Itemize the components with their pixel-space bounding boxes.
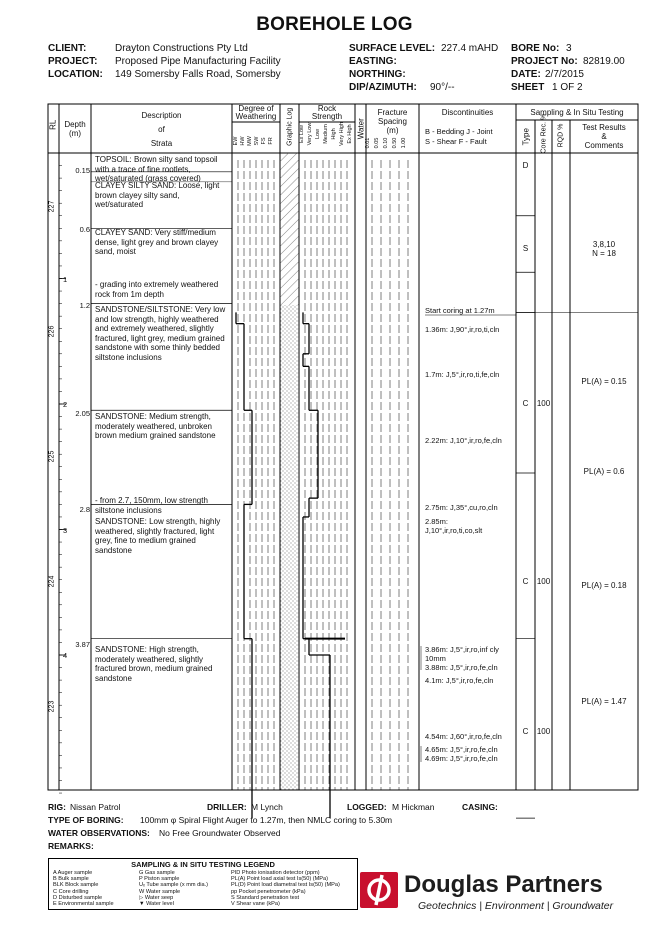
sample-type: S — [522, 244, 529, 253]
northing-label: NORTHING: — [349, 69, 406, 80]
client-label: CLIENT: — [48, 43, 87, 54]
results-header-1: Test Results — [582, 123, 626, 132]
rock-header-2: Strength — [311, 112, 343, 121]
legend-entry: B Bulk sample — [53, 876, 89, 883]
rock-header-1: Rock — [317, 104, 337, 113]
stratum-description: SANDSTONE/SILTSTONE: Very low and low strength, highly weathered and extremely weathered, slightly fractured, light grey, medium grained sandstone with some thinly bedded siltstone inclusions — [95, 305, 226, 362]
sample-test-result: PL(A) = 0.18 — [581, 581, 627, 590]
discontinuity-entry: 2.22m: J,10°,ir,ro,fe,cln — [425, 436, 502, 445]
rl-header: RL — [48, 119, 58, 130]
legend-entry: V Shear vane (kPa) — [231, 901, 280, 907]
logo-mark — [360, 872, 398, 908]
legend-entry: ▷ Water seep — [139, 894, 174, 901]
graphic-log-soil — [280, 153, 299, 305]
rock-class-label: Ex Low — [299, 124, 305, 144]
weathering-class-label: FS — [261, 137, 267, 145]
logo-dp-icon — [360, 872, 398, 908]
discontinuity-entry: J,10°,ir,ro,ti,co,slt — [425, 526, 483, 535]
rock-class-label: Very High — [339, 122, 345, 146]
stratum-depth: 2.05 — [75, 409, 90, 418]
stratum-description: CLAYEY SAND: Very stiff/medium dense, light grey and brown clayey sand, moist — [95, 228, 219, 257]
rl-label: 226 — [48, 325, 56, 338]
weathering-class-label: SW — [254, 136, 260, 146]
discontinuity-entry: 3.86m: J,5°,ir,ro,inf cly — [425, 645, 499, 654]
project-label: PROJECT: — [48, 56, 98, 67]
rock-class-label: High — [331, 128, 337, 140]
sample-core-recovery: 100 — [536, 727, 551, 736]
legend-entry: C Core drilling — [53, 888, 89, 895]
depth-tick-label: 4 — [63, 651, 68, 660]
dip-label: DIP/AZIMUTH: — [349, 82, 417, 93]
depth-tick-label: 3 — [63, 525, 68, 535]
easting-label: EASTING: — [349, 56, 397, 67]
discontinuity-entry: 4.54m: J,60°,ir,ro,fe,cln — [425, 732, 502, 741]
weathering-header-1: Degree of — [238, 104, 274, 113]
discontinuity-entry: 10mm — [425, 654, 446, 663]
sample-test-result: PL(A) = 0.6 — [583, 467, 625, 476]
sample-core-recovery: 100 — [536, 399, 551, 408]
fracture-header-1: Fracture — [377, 108, 408, 117]
fracture-class-label: 0.01 — [365, 137, 371, 149]
discontinuity-entry: 4.65m: J,5°,ir,ro,fe,cln — [425, 745, 498, 754]
rock-class-label: Low — [315, 128, 321, 140]
stratum-depth: 1.2 — [79, 301, 90, 310]
stratum-description: CLAYEY SILTY SAND: Loose, light brown clayey silty sand, wet/saturated — [95, 181, 220, 210]
desc-header-3: Strata — [150, 139, 173, 148]
water-obs-value: No Free Groundwater Observed — [159, 828, 281, 838]
discontinuity-entry: 1.7m: J,5°,ir,ro,ti,fe,cln — [425, 370, 500, 379]
legend-entry: PL(A) Point load axial test Is(50) (MPa) — [231, 876, 328, 883]
weathering-header-2: Weathering — [235, 112, 277, 121]
sample-core-recovery: 100 — [536, 577, 551, 586]
desc-header-2: of — [158, 125, 165, 134]
casing-label: CASING: — [462, 802, 498, 812]
boring-label: TYPE OF BORING: — [48, 815, 124, 825]
rl-label: 225 — [48, 450, 56, 463]
surface-level-value: 227.4 mAHD — [441, 43, 499, 54]
legend-entry: PL(D) Point load diametral test Is(50) (MPa) — [231, 882, 340, 889]
legend-entry: S Standard penetration test — [231, 894, 300, 901]
discontinuity-entry: Start coring at 1.27m — [425, 306, 495, 315]
depth-header: Depth — [64, 120, 86, 129]
stratum-description: SANDSTONE: Low strength, highly weathered, slightly fractured, light grey, fine to medium grained sandstone — [95, 517, 221, 555]
depth-tick-label: 1 — [63, 274, 68, 284]
sample-test-result: N = 18 — [592, 249, 616, 258]
project-no-value: 82819.00 — [583, 56, 625, 67]
water-header: Water — [356, 118, 366, 140]
disc-legend-2: S - Shear F - Fault — [425, 137, 487, 146]
results-header-3: Comments — [584, 141, 624, 150]
rock-class-label: Ex High — [347, 124, 353, 144]
weathering-class-label: MW — [247, 136, 253, 146]
driller-value: M Lynch — [251, 802, 283, 812]
sample-test-result: PL(A) = 1.47 — [581, 697, 627, 706]
date-value: 2/7/2015 — [545, 69, 584, 80]
surface-level-label: SURFACE LEVEL: — [349, 43, 436, 54]
discontinuity-entry: 3.88m: J,5°,ir,ro,fe,cln — [425, 663, 498, 672]
logo-tagline: Geotechnics | Environment | Groundwater — [418, 900, 614, 912]
type-header: Type — [521, 128, 531, 146]
water-obs-label: WATER OBSERVATIONS: — [48, 828, 150, 838]
stratum-depth: 3.87 — [75, 640, 90, 649]
stratum-depth: 0.6 — [79, 225, 90, 234]
location-value: 149 Somersby Falls Road, Somersby — [115, 69, 281, 80]
graphic-log-rock — [280, 305, 299, 790]
discontinuity-entry: 4.1m: J,5°,ir,ro,fe,cln — [425, 676, 494, 685]
legend-entry: PID Photo ionisation detector (ppm) — [231, 870, 320, 876]
rock-class-label: Very Low — [307, 122, 313, 146]
page-title: BOREHOLE LOG — [256, 14, 413, 35]
fracture-header-3: (m) — [386, 126, 399, 135]
rqd-header: RQD % — [557, 123, 565, 148]
stratum-description: SANDSTONE: High strength, moderately weathered, slightly fractured brown, medium grained sandstone — [95, 645, 213, 683]
sampling-header: Sampling & In Situ Testing — [530, 108, 624, 117]
sample-test-result: PL(A) = 0.15 — [581, 377, 627, 386]
disc-legend-1: B - Bedding J - Joint — [425, 127, 493, 136]
fracture-class-label: 0.05 — [374, 137, 380, 149]
sample-type: D — [522, 161, 529, 170]
legend-entry: W Water sample — [139, 888, 181, 895]
graphic-header: Graphic Log — [286, 107, 294, 146]
discontinuity-entry: 2.85m: — [425, 517, 448, 526]
depth-tick-label: 2 — [63, 400, 68, 409]
weathering-class-label: FR — [268, 137, 274, 145]
dip-value: 90°/-- — [430, 82, 455, 93]
rl-label: 224 — [48, 575, 56, 588]
rl-label: 223 — [48, 700, 56, 713]
legend-box — [48, 858, 358, 910]
legend-title: SAMPLING & IN SITU TESTING LEGEND — [131, 860, 275, 869]
rig-label: RIG: — [48, 802, 66, 812]
stratum-description: TOPSOIL: Brown silty sand topsoil with a trace of fine rootlets, wet/saturated (grass covered) — [95, 155, 218, 184]
legend-entry: D Disturbed sample — [53, 894, 103, 901]
legend-entry: P Piston sample — [139, 876, 180, 883]
depth-unit: (m) — [69, 129, 81, 138]
rig-value: Nissan Patrol — [70, 802, 121, 812]
rock-class-label: Medium — [323, 124, 329, 144]
client-value: Drayton Constructions Pty Ltd — [115, 43, 248, 54]
stratum-description: SANDSTONE: Medium strength, moderately weathered, unbroken brown medium grained sandstone — [95, 412, 216, 441]
driller-label: DRILLER: — [207, 802, 247, 812]
remarks-label: REMARKS: — [48, 841, 94, 851]
legend-entry: G Gas sample — [139, 870, 175, 876]
legend-entry: A Auger sample — [53, 870, 93, 876]
fracture-class-label: 1.00 — [401, 137, 407, 149]
bore-value: 3 — [566, 43, 572, 54]
sheet-label: SHEET — [511, 82, 545, 93]
legend-entry: Uₓ Tube sample (x mm dia.) — [139, 882, 208, 889]
sample-type: C — [522, 399, 529, 408]
legend-entry: ▼ Water level — [139, 901, 174, 907]
discontinuity-entry: 2.75m: J,35°,cu,ro,cln — [425, 503, 498, 512]
project-no-label: PROJECT No: — [511, 56, 578, 67]
project-value: Proposed Pipe Manufacturing Facility — [115, 56, 281, 67]
weathering-class-label: HW — [240, 136, 246, 146]
desc-header-1: Description — [141, 111, 182, 120]
legend-entry: pp Pocket penetrometer (kPa) — [231, 888, 306, 895]
results-header-2: & — [601, 132, 607, 141]
logged-value: M Hickman — [392, 802, 435, 812]
location-label: LOCATION: — [48, 69, 103, 80]
disc-header: Discontinuities — [441, 108, 494, 117]
fracture-class-label: 0.10 — [383, 137, 389, 149]
discontinuity-entry: 1.36m: J,90°,ir,ro,ti,cln — [425, 325, 500, 334]
rl-label: 227 — [48, 200, 56, 213]
stratum-description: - grading into extremely weathered rock from 1m depth — [95, 280, 219, 299]
stratum-depth: 2.8 — [79, 505, 90, 514]
date-label: DATE: — [511, 69, 541, 80]
legend-entry: E Environmental sample — [53, 901, 114, 907]
discontinuity-entry: 4.69m: J,5°,ir,ro,fe,cln — [425, 754, 498, 763]
sample-type: C — [522, 727, 529, 736]
logo-name: Douglas Partners — [404, 871, 603, 898]
boring-value: 100mm φ Spiral Flight Auger to 1.27m, then NMLC coring to 5.30m — [140, 815, 393, 825]
core-header: Core Rec. % — [540, 113, 548, 154]
sample-type: C — [522, 577, 529, 586]
logged-label: LOGGED: — [347, 802, 387, 812]
legend-entry: BLK Block sample — [53, 882, 99, 889]
sheet-value: 1 OF 2 — [552, 82, 583, 93]
fracture-class-label: 0.50 — [392, 137, 398, 149]
weathering-class-label: EW — [233, 136, 239, 146]
stratum-depth: 0.15 — [75, 166, 90, 175]
sample-test-result: 3,8,10 — [592, 240, 616, 249]
fracture-header-2: Spacing — [378, 117, 407, 126]
stratum-description: - from 2.7, 150mm, low strength siltstone inclusions — [95, 496, 208, 515]
bore-label: BORE No: — [511, 43, 560, 54]
